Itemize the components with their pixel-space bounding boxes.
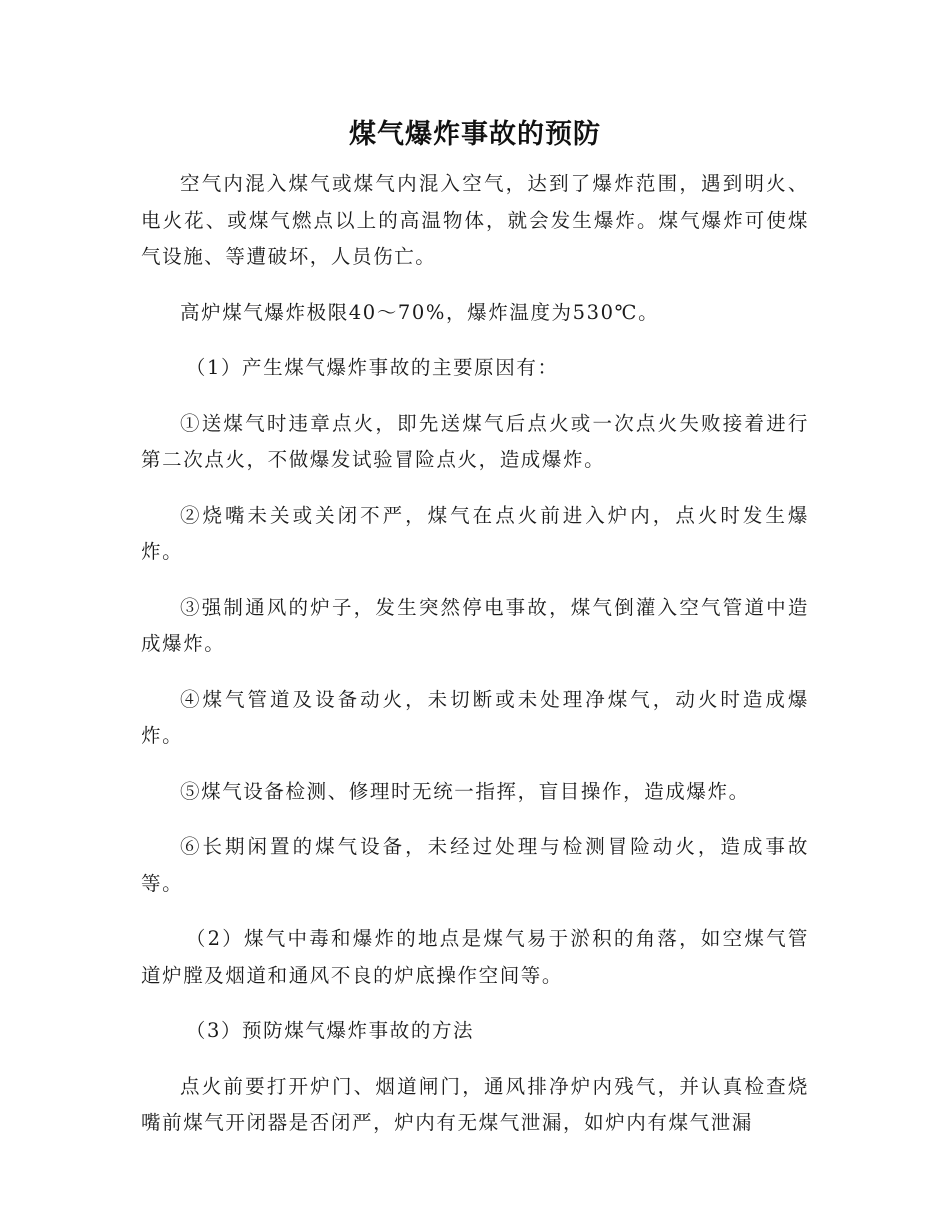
list-item-cause-1: ①送煤气时违章点火，即先送煤气后点火或一次点火失败接着进行第二次点火，不做爆发试验冒险点火，造成爆炸。 <box>141 411 809 471</box>
paragraph-explosion-limit: 高炉煤气爆炸极限40～70%，爆炸温度为530℃。 <box>180 300 660 324</box>
paragraph-intro: 空气内混入煤气或煤气内混入空气，达到了爆炸范围，遇到明火、电火花、或煤气燃点以上的高温物体，就会发生爆炸。煤气爆炸可使煤气设施、等遭破坏，人员伤亡。 <box>141 172 809 268</box>
section-heading-locations: （2）煤气中毒和爆炸的地点是煤气易于淤积的角落，如空煤气管道炉膛及烟道和通风不良的炉底操作空间等。 <box>141 927 809 987</box>
list-item-cause-6: ⑥长期闲置的煤气设备，未经过处理与检测冒险动火，造成事故等。 <box>141 835 809 895</box>
paragraph-prevention-method: 点火前要打开炉门、烟道闸门，通风排净炉内残气，并认真检查烧嘴前煤气开闭器是否闭严，炉内有无煤气泄漏，如炉内有煤气泄漏 <box>141 1074 809 1134</box>
list-item-cause-5: ⑤煤气设备检测、修理时无统一指挥，盲目操作，造成爆炸。 <box>180 779 750 803</box>
list-item-cause-4: ④煤气管道及设备动火，未切断或未处理净煤气，动火时造成爆炸。 <box>141 687 809 747</box>
section-heading-prevention: （3）预防煤气爆炸事故的方法 <box>185 1019 475 1042</box>
document-body <box>141 166 809 1161</box>
document-title: 煤气爆炸事故的预防 <box>349 119 601 150</box>
list-item-cause-3: ③强制通风的炉子，发生突然停电事故，煤气倒灌入空气管道中造成爆炸。 <box>141 595 809 655</box>
section-heading-causes: （1）产生煤气爆炸事故的主要原因有： <box>185 356 559 379</box>
list-item-cause-2: ②烧嘴未关或关闭不严，煤气在点火前进入炉内，点火时发生爆炸。 <box>141 503 809 563</box>
